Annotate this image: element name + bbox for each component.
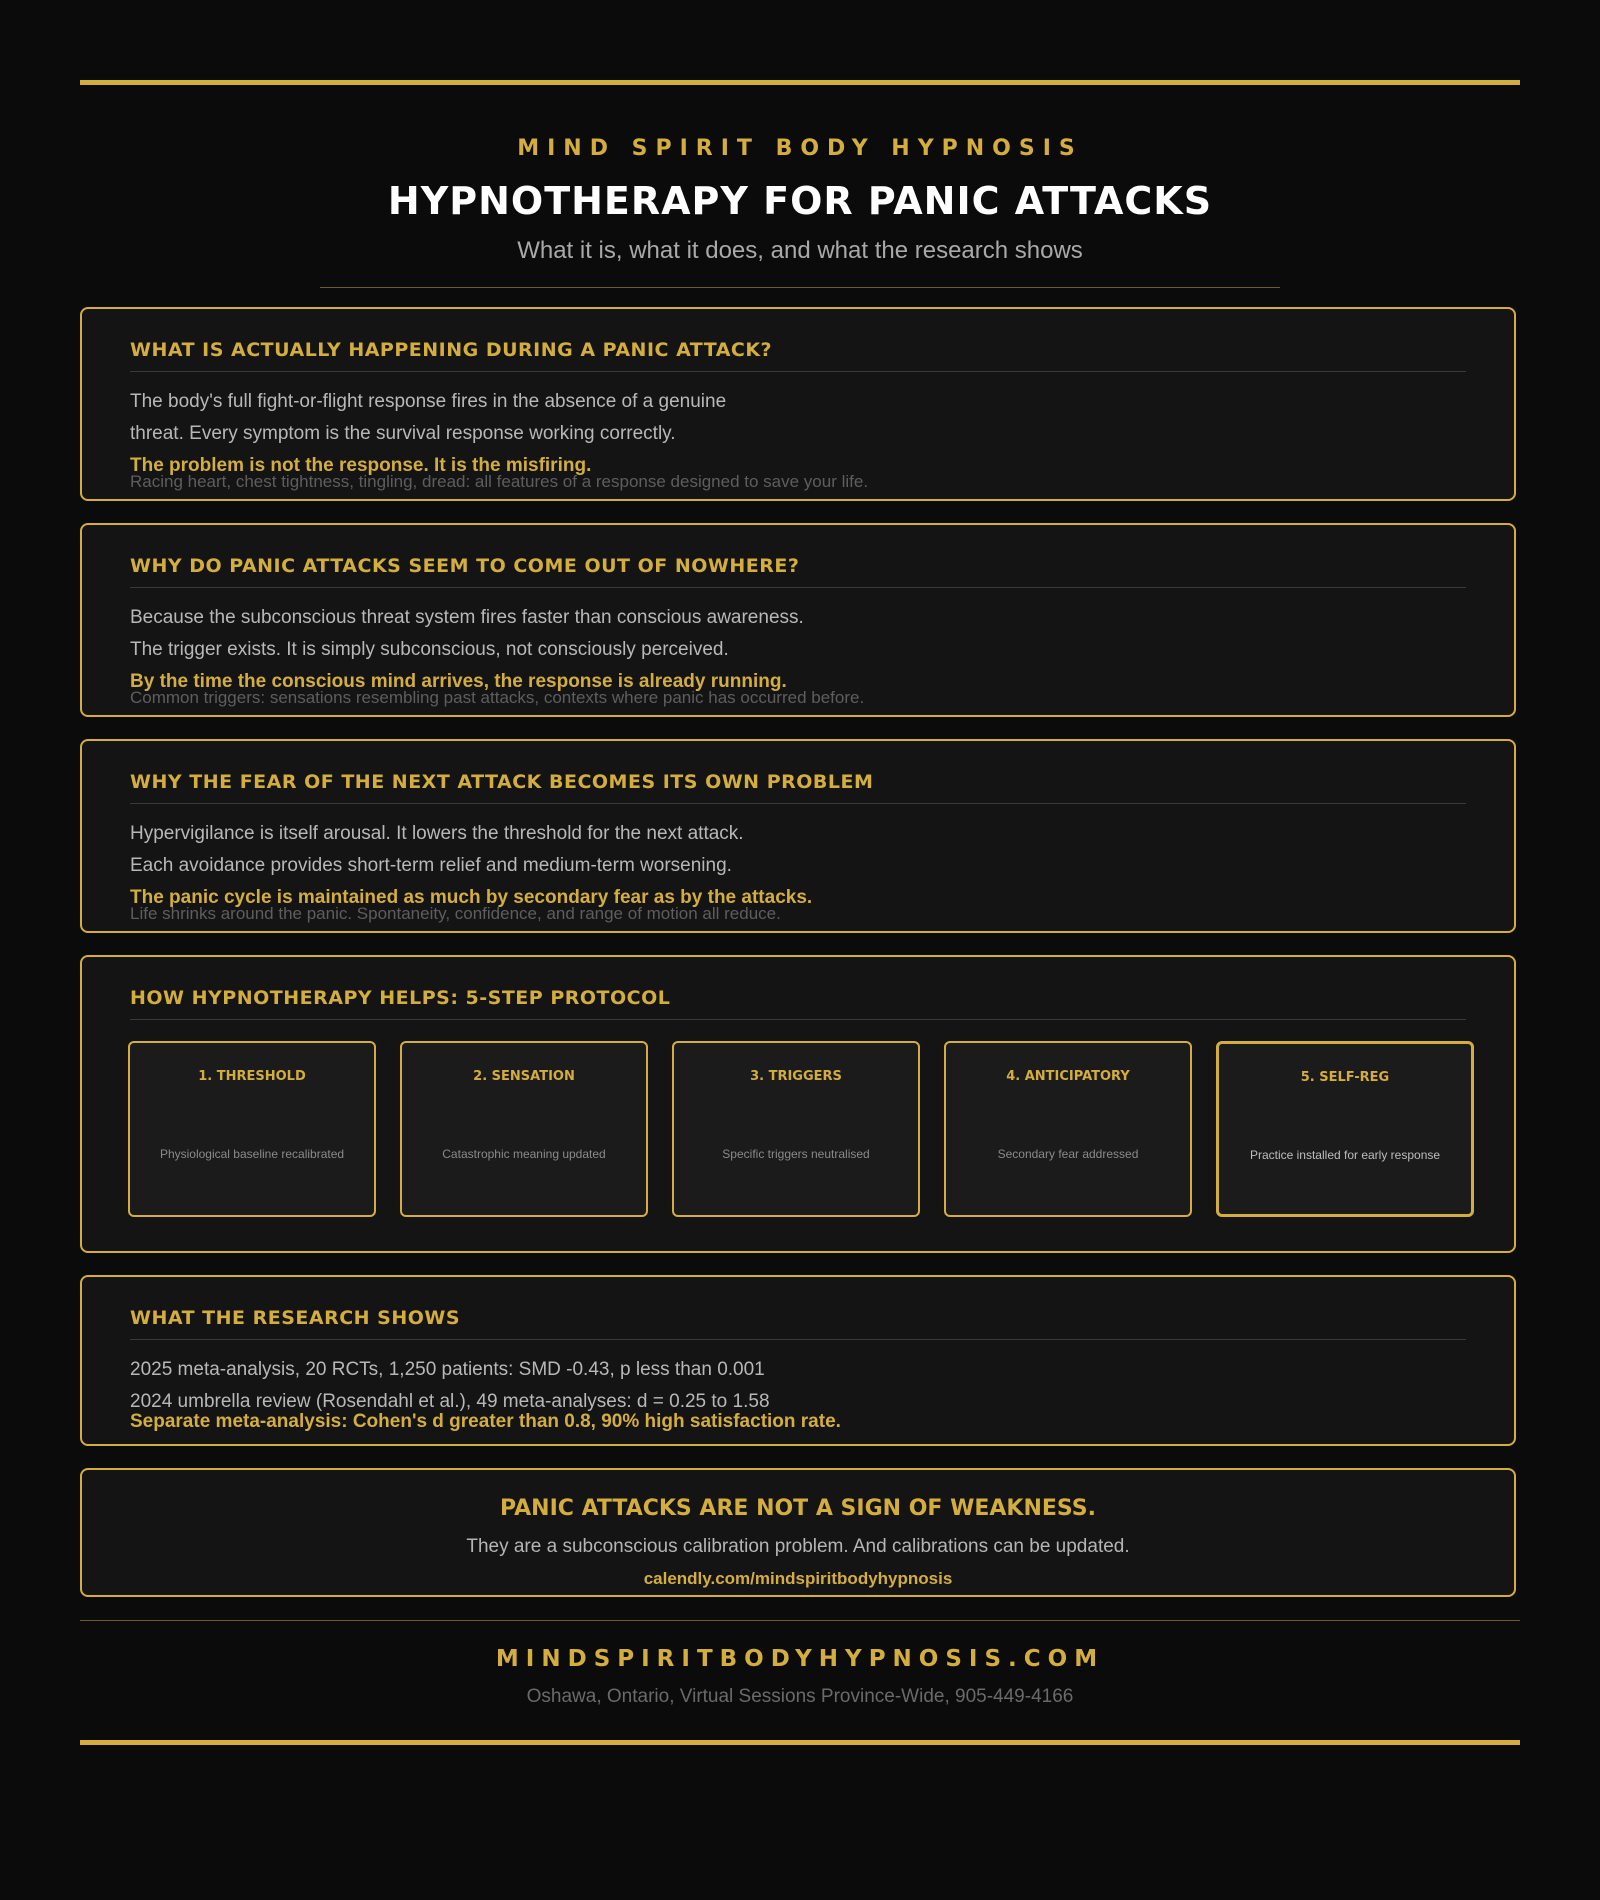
section-line: threat. Every symptom is the survival response working correctly.: [130, 423, 676, 444]
section-emphasis: The problem is not the response. It is the misfiring.: [130, 455, 592, 476]
step-title: 1. THRESHOLD: [198, 1069, 306, 1084]
section-divider: [130, 371, 1466, 372]
cta-title: PANIC ATTACKS ARE NOT A SIGN OF WEAKNESS.: [500, 1496, 1096, 1521]
section-title: HOW HYPNOTHERAPY HELPS: 5-STEP PROTOCOL: [130, 987, 671, 1009]
protocol-step-self-reg: [1216, 1041, 1474, 1217]
section-title: WHY DO PANIC ATTACKS SEEM TO COME OUT OF NOWHERE?: [130, 555, 800, 577]
section-line: The body's full fight-or-flight response fires in the absence of a genuine: [130, 391, 727, 412]
step-title: 4. ANTICIPATORY: [1006, 1069, 1130, 1084]
protocol-step-anticipatory: [944, 1041, 1192, 1217]
research-line: 2024 umbrella review (Rosendahl et al.), 49 meta-analyses: d = 0.25 to 1.58: [130, 1391, 770, 1412]
step-text: Specific triggers neutralised: [722, 1147, 870, 1161]
protocol-step-triggers: [672, 1041, 920, 1217]
section-research: [80, 1275, 1516, 1446]
section-title: WHY THE FEAR OF THE NEXT ATTACK BECOMES ITS OWN PROBLEM: [130, 771, 874, 793]
research-emphasis: Separate meta-analysis: Cohen's d greater than 0.8, 90% high satisfaction rate.: [130, 1411, 841, 1432]
protocol-step-threshold: [128, 1041, 376, 1217]
bottom-gold-rule: [80, 1740, 1520, 1745]
section-line: Because the subconscious threat system fires faster than conscious awareness.: [130, 607, 804, 628]
header-divider: [320, 287, 1280, 288]
page-title: HYPNOTHERAPY FOR PANIC ATTACKS: [387, 179, 1213, 223]
step-text: Catastrophic meaning updated: [442, 1147, 606, 1161]
footer-contact: Oshawa, Ontario, Virtual Sessions Province-Wide, 905-449-4166: [526, 1686, 1074, 1707]
step-text: Secondary fear addressed: [997, 1147, 1139, 1161]
section-out-of-nowhere: [80, 523, 1516, 717]
section-divider: [130, 587, 1466, 588]
section-note: Common triggers: sensations resembling past attacks, contexts where panic has occurred before.: [130, 688, 865, 707]
brand-name: MIND SPIRIT BODY HYPNOSIS: [517, 136, 1083, 161]
protocol-step-sensation: [400, 1041, 648, 1217]
step-text: Practice installed for early response: [1249, 1148, 1441, 1162]
section-divider: [130, 1339, 1466, 1340]
section-note: Life shrinks around the panic. Spontaneity, confidence, and range of motion all reduce.: [130, 904, 781, 923]
step-title: 5. SELF-REG: [1300, 1070, 1390, 1085]
step-title: 2. SENSATION: [473, 1069, 575, 1084]
header: [0, 130, 1600, 265]
research-line: 2025 meta-analysis, 20 RCTs, 1,250 patients: SMD -0.43, p less than 0.001: [130, 1359, 765, 1380]
step-text: Physiological baseline recalibrated: [159, 1147, 345, 1161]
section-divider: [130, 803, 1466, 804]
section-line: The trigger exists. It is simply subconscious, not consciously perceived.: [130, 639, 729, 660]
section-protocol: [80, 955, 1516, 1253]
section-fear-of-next-attack: [80, 739, 1516, 933]
footer-divider: [80, 1620, 1520, 1621]
call-to-action: [80, 1468, 1516, 1597]
section-divider: [130, 1019, 1466, 1020]
section-title: WHAT THE RESEARCH SHOWS: [130, 1307, 461, 1329]
booking-link[interactable]: calendly.com/mindspiritbodyhypnosis: [643, 1569, 953, 1588]
section-title: WHAT IS ACTUALLY HAPPENING DURING A PANIC ATTACK?: [130, 339, 773, 361]
section-line: Each avoidance provides short-term relief and medium-term worsening.: [130, 855, 732, 876]
cta-text: They are a subconscious calibration problem. And calibrations can be updated.: [466, 1536, 1130, 1557]
section-line: Hypervigilance is itself arousal. It lowers the threshold for the next attack.: [130, 823, 744, 844]
section-note: Racing heart, chest tightness, tingling, dread: all features of a response designed to save your life.: [130, 472, 869, 491]
section-panic-attack-explained: [80, 307, 1516, 501]
footer-website[interactable]: MINDSPIRITBODYHYPNOSIS.COM: [495, 1646, 1105, 1672]
section-emphasis: The panic cycle is maintained as much by secondary fear as by the attacks.: [130, 887, 813, 908]
page-subtitle: What it is, what it does, and what the research shows: [517, 237, 1083, 264]
section-emphasis: By the time the conscious mind arrives, the response is already running.: [130, 671, 787, 692]
top-gold-rule: [80, 80, 1520, 85]
step-title: 3. TRIGGERS: [750, 1069, 842, 1084]
